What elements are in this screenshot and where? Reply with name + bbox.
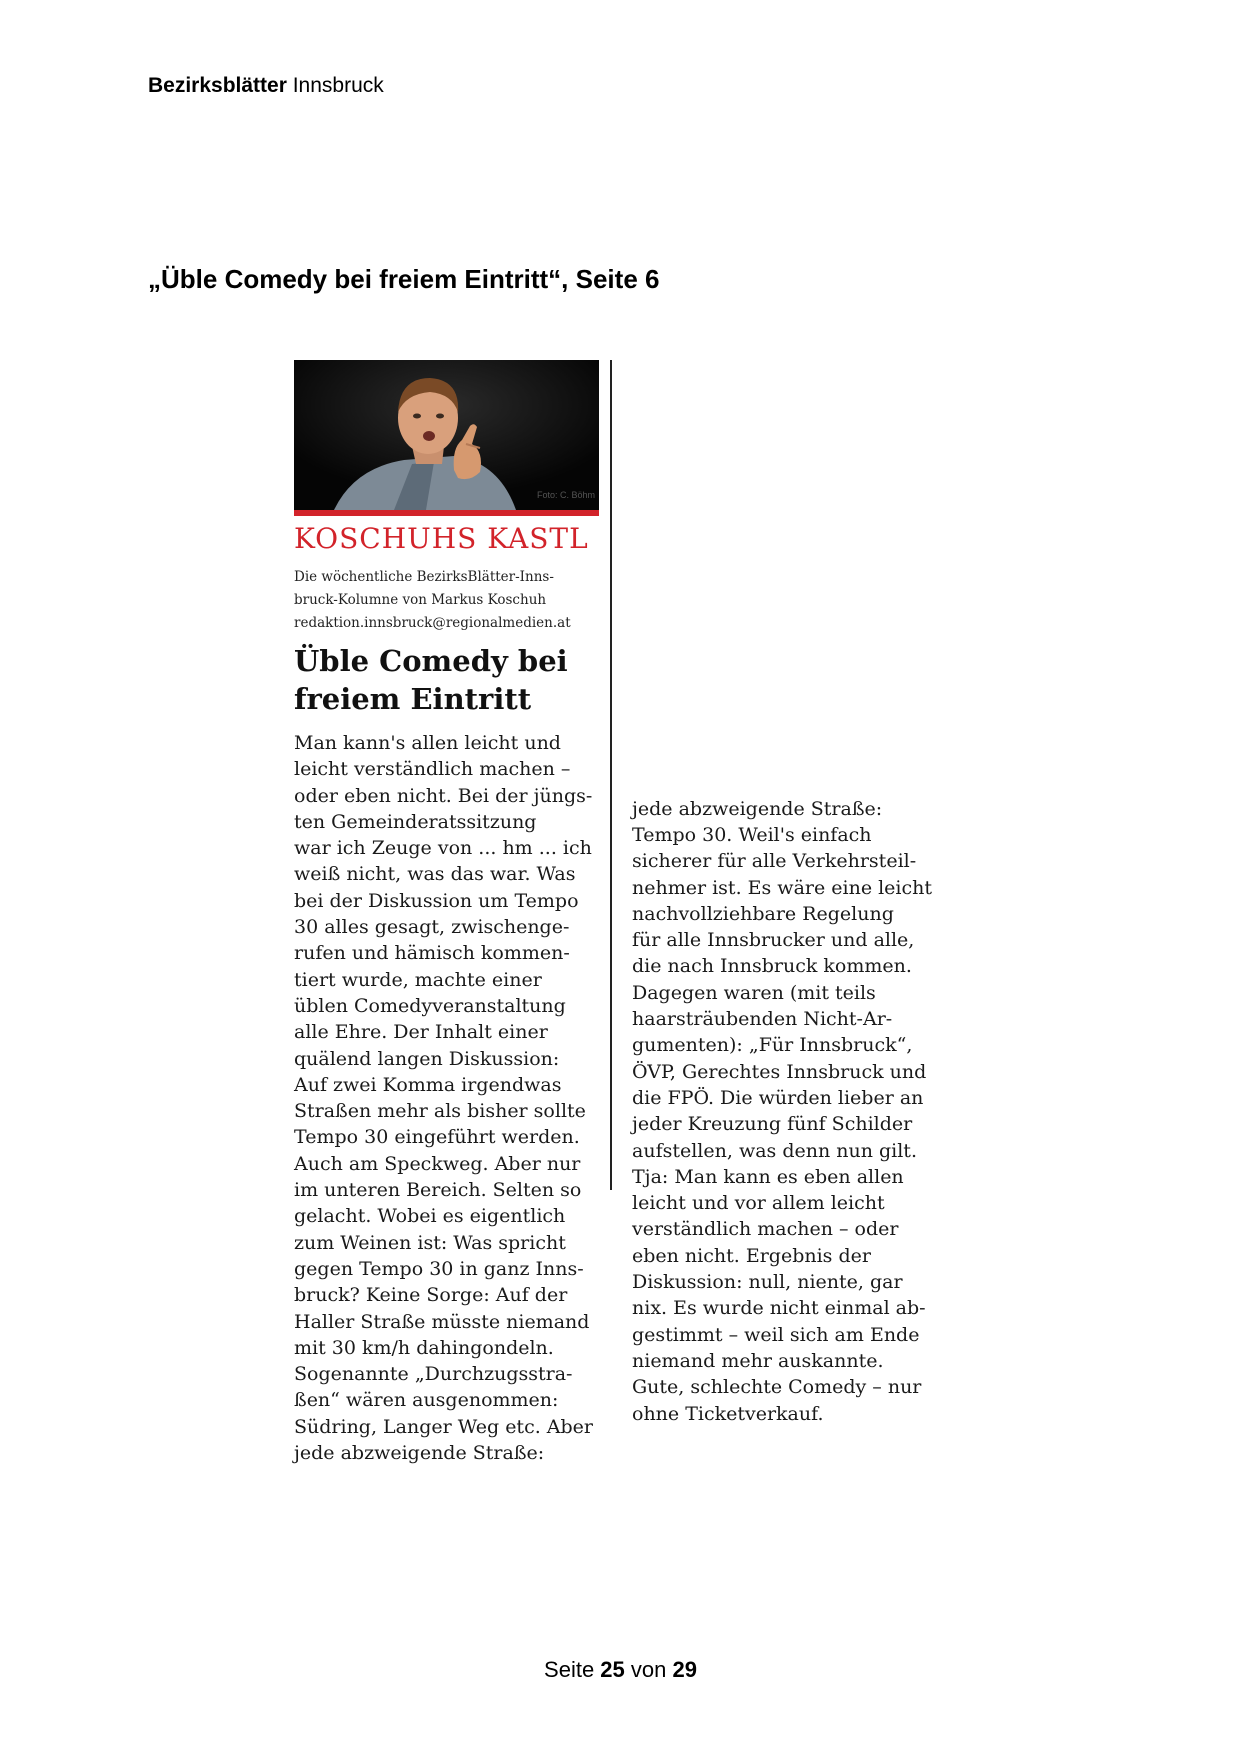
text-line: oder eben nicht. Bei der jüngs-	[294, 784, 593, 807]
text-line: ohne Ticketverkauf.	[632, 1402, 824, 1425]
article-title	[294, 642, 568, 718]
cut-text-line	[632, 798, 952, 822]
author-portrait-image	[294, 360, 599, 510]
page-middle: von	[624, 1657, 673, 1682]
page-number	[0, 1657, 1241, 1683]
text-line: bruck? Keine Sorge: Auf der	[294, 1284, 568, 1307]
column-name: KOSCHUHS KASTL	[294, 522, 589, 555]
text-line: verständlich machen – oder	[632, 1218, 899, 1241]
text-line: sicherer für alle Verkehrsteil-	[632, 850, 917, 873]
text-line: tiert wurde, machte einer	[294, 968, 542, 991]
text-line: nix. Es wurde nicht einmal ab-	[632, 1297, 926, 1320]
text-line: Tja: Man kann es eben allen	[632, 1165, 904, 1188]
text-line: im unteren Bereich. Selten so	[294, 1179, 582, 1202]
text-line: Auch am Speckweg. Aber nur	[294, 1152, 581, 1175]
text-line: Man kann's allen leicht und	[294, 732, 561, 754]
text-line: Südring, Langer Weg etc. Aber	[294, 1415, 593, 1438]
text-line: Dagegen waren (mit teils	[632, 981, 876, 1004]
text-line: die nach Innsbruck kommen.	[632, 955, 912, 978]
total-pages: 29	[672, 1657, 697, 1682]
article-column-2	[632, 798, 952, 1427]
text-line: eben nicht. Ergebnis der	[632, 1244, 871, 1267]
text-line: rufen und hämisch kommen-	[294, 942, 570, 965]
page-prefix: Seite	[544, 1657, 601, 1682]
text-line: jede abzweigende Straße:	[294, 1442, 545, 1465]
column-meta	[294, 566, 599, 635]
text-line: gegen Tempo 30 in ganz Inns-	[294, 1257, 584, 1280]
photo-accent-bar	[294, 510, 599, 516]
column-divider	[610, 360, 612, 1190]
meta-line: Die wöchentliche BezirksBlätter-Inns-	[294, 569, 554, 585]
text-line: leicht und vor allem leicht	[632, 1192, 885, 1215]
text-line: quälend langen Diskussion:	[294, 1047, 560, 1070]
text-line: ten Gemeinderatssitzung	[294, 810, 537, 833]
text-line: Tempo 30 eingeführt werden.	[294, 1126, 580, 1149]
publication-name: Bezirksblätter	[148, 74, 287, 97]
text-line: haarsträubenden Nicht-Ar-	[632, 1008, 893, 1031]
meta-email: redaktion.innsbruck@regionalmedien.at	[294, 615, 571, 631]
text-line: die FPÖ. Die würden lieber an	[632, 1086, 924, 1109]
text-line: Tempo 30. Weil's einfach	[632, 824, 872, 846]
document-header	[148, 74, 384, 98]
text-line: üblen Comedyveranstaltung	[294, 994, 566, 1017]
text-line: 30 alles gesagt, zwischenge-	[294, 916, 570, 939]
text-line: Diskussion: null, niente, gar	[632, 1271, 903, 1294]
publication-region: Innsbruck	[286, 74, 384, 97]
clipping-reference-title: „Üble Comedy bei freiem Eintritt“, Seite 6	[148, 264, 660, 294]
text-line: alle Ehre. Der Inhalt einer	[294, 1021, 548, 1044]
text-line: gumenten): „Für Innsbruck“,	[632, 1034, 913, 1057]
text-line: bei der Diskussion um Tempo	[294, 889, 579, 912]
text-line: nehmer ist. Es wäre eine leicht	[632, 876, 933, 899]
text-line: Auf zwei Komma irgendwas	[294, 1073, 562, 1096]
text-line: weiß nicht, was das war. Was	[294, 863, 576, 886]
text-line: mit 30 km/h dahingondeln.	[294, 1336, 554, 1359]
text-line: niemand mehr auskannte.	[632, 1349, 884, 1372]
cut-text: jede abzweigende Straße:	[632, 798, 883, 820]
text-line: Straßen mehr als bisher sollte	[294, 1100, 586, 1123]
article-column-1	[294, 730, 599, 1466]
text-line: zum Weinen ist: Was spricht	[294, 1231, 566, 1254]
text-line: leicht verständlich machen –	[294, 758, 571, 781]
newspaper-clipping	[294, 360, 954, 1465]
author-photo	[294, 360, 599, 510]
text-line: aufstellen, was denn nun gilt.	[632, 1139, 917, 1162]
text-line: für alle Innsbrucker und alle,	[632, 929, 915, 952]
article-title-line: freiem Eintritt	[294, 682, 532, 716]
text-line: nachvollziehbare Regelung	[632, 902, 894, 925]
text-line: gelacht. Wobei es eigentlich	[294, 1205, 566, 1228]
text-line: jeder Kreuzung fünf Schilder	[632, 1113, 913, 1136]
current-page: 25	[600, 1657, 625, 1682]
text-line: ÖVP, Gerechtes Innsbruck und	[632, 1060, 927, 1083]
text-line: gestimmt – weil sich am Ende	[632, 1323, 920, 1346]
meta-line: bruck-Kolumne von Markus Koschuh	[294, 592, 547, 608]
text-line: war ich Zeuge von ... hm ... ich	[294, 837, 592, 860]
article-title-line: Üble Comedy bei	[294, 644, 568, 678]
photo-credit: Foto: C. Böhm	[536, 490, 595, 500]
text-line: ßen“ wären ausgenommen:	[294, 1389, 559, 1412]
text-line: Sogenannte „Durchzugsstra-	[294, 1363, 573, 1386]
text-line: Haller Straße müsste niemand	[294, 1310, 590, 1333]
text-line: Gute, schlechte Comedy – nur	[632, 1376, 922, 1399]
